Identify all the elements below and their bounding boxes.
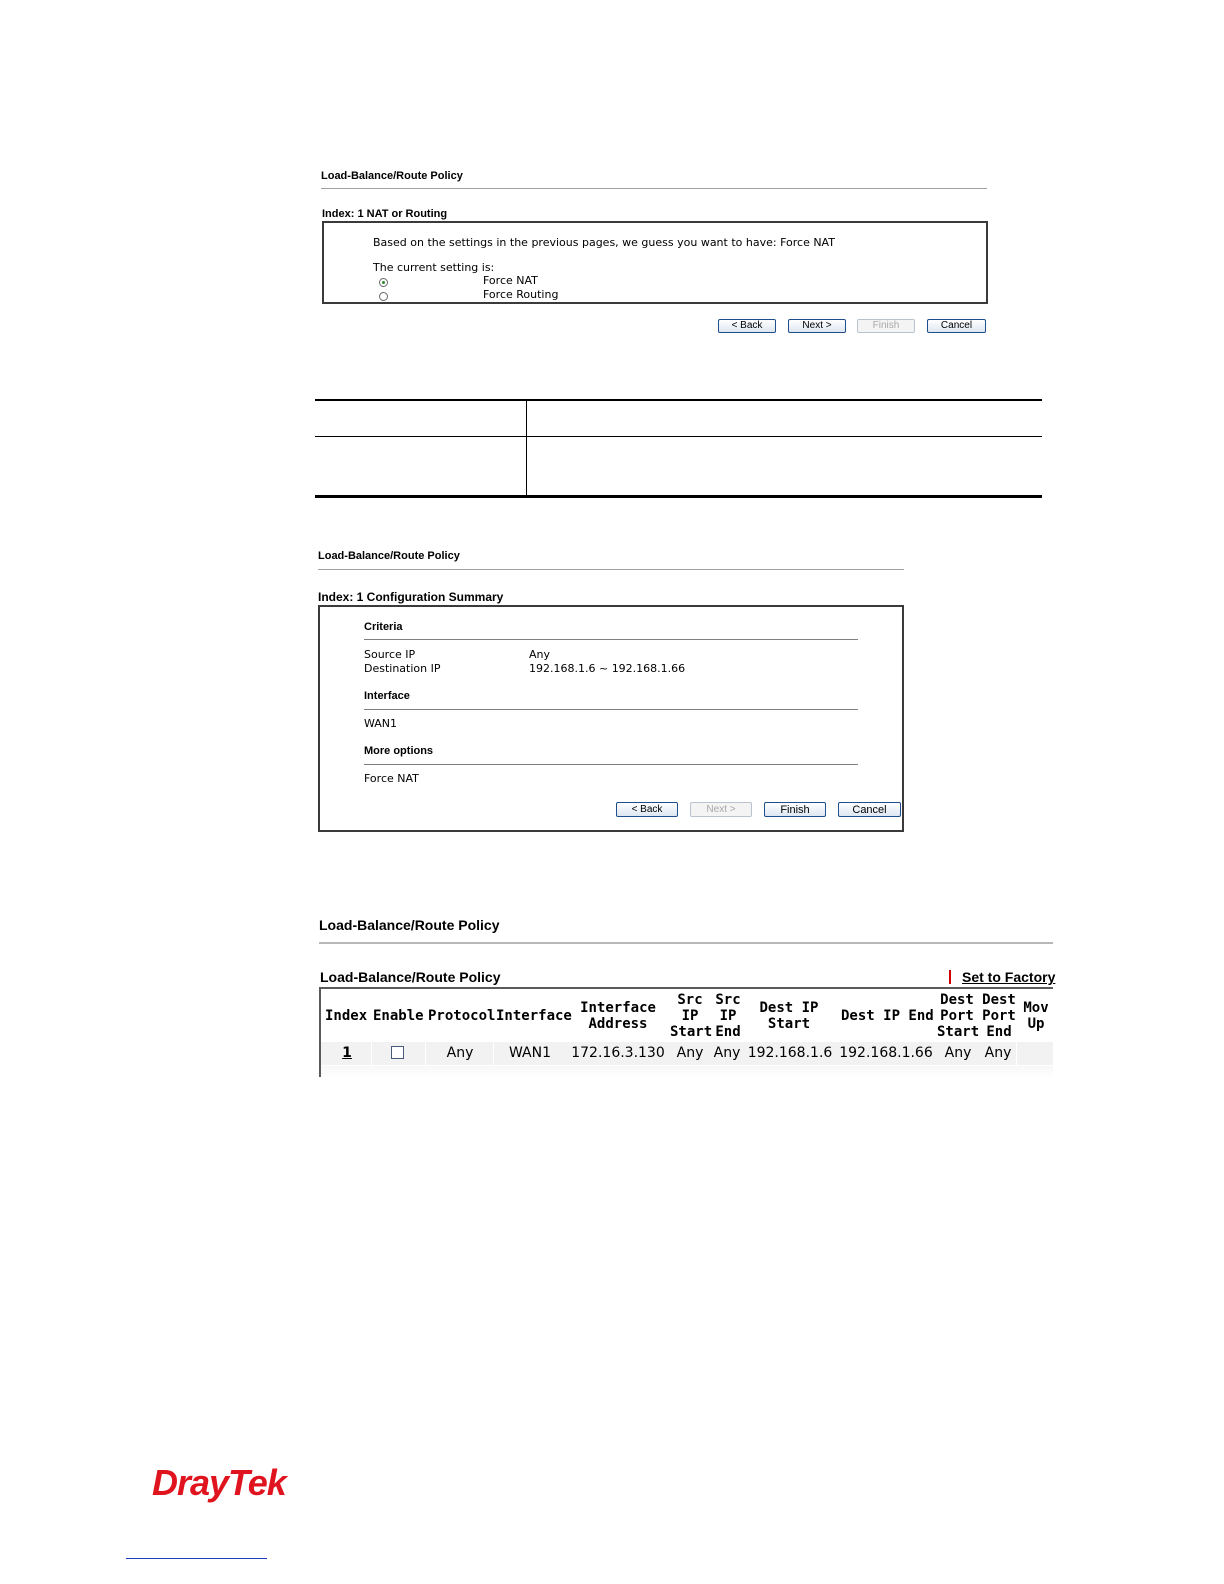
header-interface: Interface	[496, 1008, 572, 1024]
panel2-index-label: Index: 1 Configuration Summary	[318, 590, 504, 604]
panel3-divider	[319, 942, 1053, 944]
source-ip-label: Source IP	[364, 648, 416, 661]
row-index-link[interactable]: 1	[342, 1045, 352, 1061]
header-interface-address: Interface Address	[580, 1000, 656, 1032]
force-nat-radio[interactable]	[379, 278, 388, 287]
row-dest-port-start: Any	[944, 1045, 972, 1061]
more-options-heading: More options	[364, 745, 434, 757]
guess-text: Based on the settings in the previous pages, we guess you want to have: Force NAT	[373, 236, 835, 249]
header-src-ip-end: Src IP End	[715, 992, 741, 1040]
footer-link-rule	[126, 1558, 267, 1559]
panel1-index-label: Index: 1 NAT or Routing	[322, 208, 448, 220]
header-enable: Enable	[373, 1008, 424, 1024]
force-routing-label: Force Routing	[483, 288, 559, 301]
row-src-ip-start: Any	[676, 1045, 704, 1061]
table-top-rule	[315, 399, 1042, 401]
table-bottom-rule	[315, 495, 1042, 498]
row-src-ip-end: Any	[713, 1045, 741, 1061]
cell-divider	[493, 1042, 494, 1065]
summary-finish-button[interactable]: Finish	[764, 802, 826, 817]
row-interface: WAN1	[508, 1045, 552, 1061]
draytek-logo: DrayTek	[152, 1462, 286, 1503]
criteria-heading: Criteria	[364, 621, 403, 633]
header-index: Index	[325, 1008, 368, 1024]
panel3-table-title: Load-Balance/Route Policy	[320, 969, 501, 985]
interface-divider	[364, 709, 858, 710]
header-move-up: Mov Up	[1023, 1000, 1049, 1032]
table-row-faded	[321, 1066, 1053, 1078]
more-options-value: Force NAT	[364, 772, 419, 785]
row-enable-checkbox[interactable]	[391, 1046, 404, 1059]
destination-ip-value: 192.168.1.6 ~ 192.168.1.66	[529, 662, 686, 675]
header-protocol: Protocol	[428, 1008, 496, 1024]
row-interface-address: 172.16.3.130	[571, 1045, 665, 1061]
summary-cancel-button[interactable]: Cancel	[838, 802, 901, 817]
more-options-divider	[364, 764, 858, 765]
summary-next-button[interactable]: Next >	[690, 802, 752, 817]
criteria-divider	[364, 639, 858, 640]
header-dest-port-start: Dest Port Start	[937, 992, 980, 1040]
panel2-title: Load-Balance/Route Policy	[318, 550, 460, 562]
interface-heading: Interface	[364, 690, 410, 702]
force-routing-radio[interactable]	[379, 292, 388, 301]
header-src-ip-start: Src IP Start	[670, 992, 713, 1040]
destination-ip-label: Destination IP	[364, 662, 441, 675]
cell-divider	[425, 1042, 426, 1065]
force-nat-label: Force NAT	[483, 274, 538, 287]
row-dest-ip-end: 192.168.1.66	[839, 1045, 933, 1061]
back-button[interactable]: < Back	[718, 319, 776, 333]
cell-divider	[371, 1042, 372, 1065]
header-dest-ip-end: Dest IP End	[841, 1008, 934, 1024]
next-button[interactable]: Next >	[788, 319, 846, 333]
cancel-button[interactable]: Cancel	[927, 319, 986, 333]
set-to-factory-link[interactable]: Set to Factory	[962, 969, 1056, 985]
row-dest-port-end: Any	[984, 1045, 1012, 1061]
panel1-divider	[321, 188, 987, 189]
source-ip-value: Any	[529, 648, 551, 661]
row-dest-ip-start: 192.168.1.6	[747, 1045, 833, 1061]
summary-back-button[interactable]: < Back	[616, 802, 678, 817]
table-column-divider	[526, 401, 527, 495]
interface-value: WAN1	[364, 717, 398, 730]
header-dest-ip-start: Dest IP Start	[759, 1000, 819, 1032]
panel1-title: Load-Balance/Route Policy	[321, 170, 463, 182]
finish-button[interactable]: Finish	[857, 319, 915, 333]
row-protocol: Any	[446, 1045, 474, 1061]
current-setting-label: The current setting is:	[373, 261, 495, 274]
panel3-page-title: Load-Balance/Route Policy	[319, 917, 500, 933]
panel2-divider	[318, 569, 904, 570]
table-top-border	[319, 987, 1053, 989]
header-dest-port-end: Dest Port End	[982, 992, 1016, 1040]
link-separator	[949, 970, 951, 984]
table-mid-rule	[315, 436, 1042, 437]
